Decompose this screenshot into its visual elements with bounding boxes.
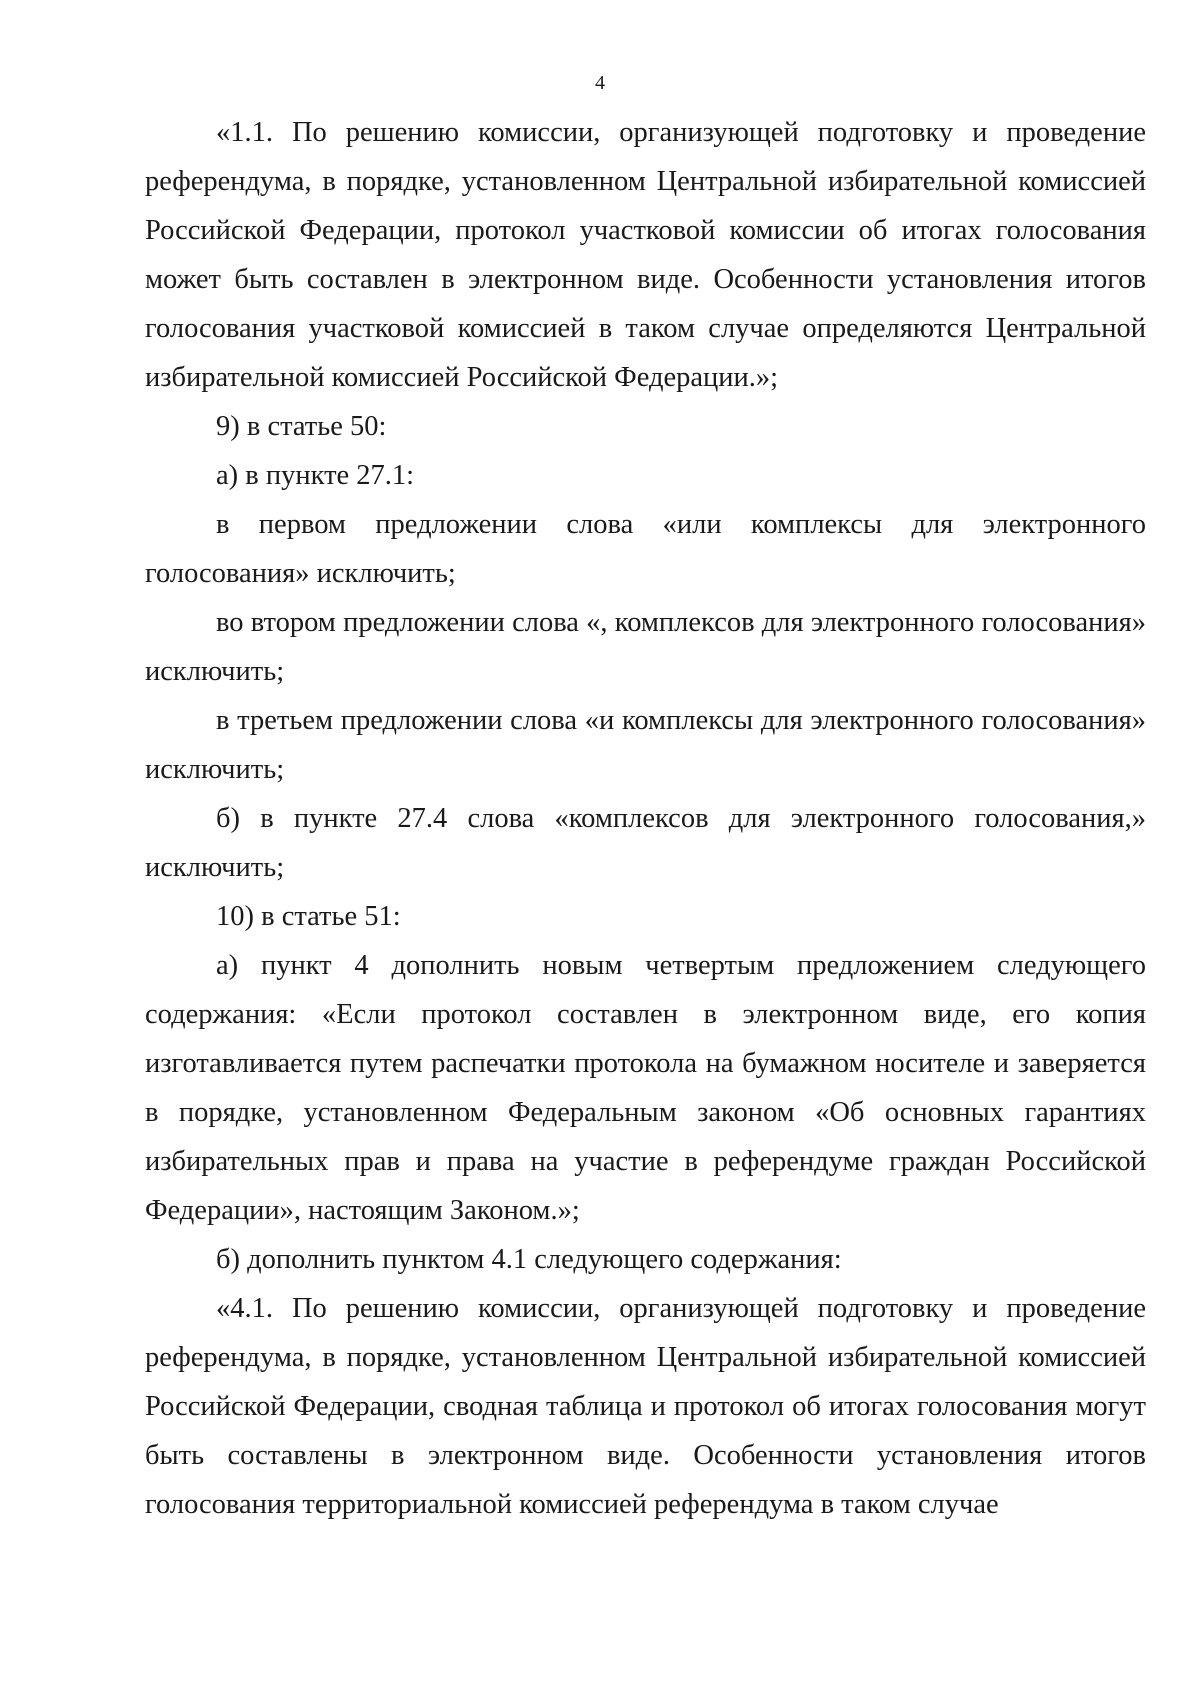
paragraph-third-sentence: в третьем предложении слова «и комплексы для электронного голосования» исключить; (145, 705, 1146, 785)
paragraph-4-1-quote: «4.1. По решению комиссии, организующей подготовку и проведение референдума, в порядке, установленном Центральной избирательной комиссией Российской Федерации, сводная таблица и протокол об итогах голосования могут быть составлены в электронном виде. Особенности установления итогов голосования территориальной комиссией референдума в таком случае (145, 1293, 1146, 1520)
paragraph-item-9: 9) в статье 50: (216, 411, 387, 442)
paragraph-sub-a-27-1: а) в пункте 27.1: (216, 460, 415, 491)
paragraph-sub-b-27-4: б) в пункте 27.4 слова «комплексов для электронного голосования,» исключить; (145, 803, 1146, 883)
document-body (145, 108, 1146, 1529)
page-number: 4 (595, 72, 605, 94)
paragraph-second-sentence: во втором предложении слова «, комплексов для электронного голосования» исключить; (145, 607, 1146, 687)
paragraph-sub-a-point-4: а) пункт 4 дополнить новым четвертым предложением следующего содержания: «Если протокол составлен в электронном виде, его копия изготавливается путем распечатки протокола на бумажном носителе и заверяется в порядке, установленном Федеральным законом «Об основных гарантиях избирательных прав и права на участие в референдуме граждан Российской Федерации», настоящим Законом.»; (145, 950, 1146, 1226)
paragraph-item-10: 10) в статье 51: (216, 901, 401, 932)
paragraph-sub-b-point-4-1: б) дополнить пунктом 4.1 следующего содержания: (216, 1244, 842, 1275)
paragraph-first-sentence: в первом предложении слова «или комплексы для электронного голосования» исключить; (145, 509, 1146, 589)
paragraph-1-1-quote: «1.1. По решению комиссии, организующей подготовку и проведение референдума, в порядке, установленном Центральной избирательной комиссией Российской Федерации, протокол участковой комиссии об итогах голосования может быть составлен в электронном виде. Особенности установления итогов голосования участковой комиссией в таком случае определяются Центральной избирательной комиссией Российской Федерации.»; (145, 117, 1146, 393)
